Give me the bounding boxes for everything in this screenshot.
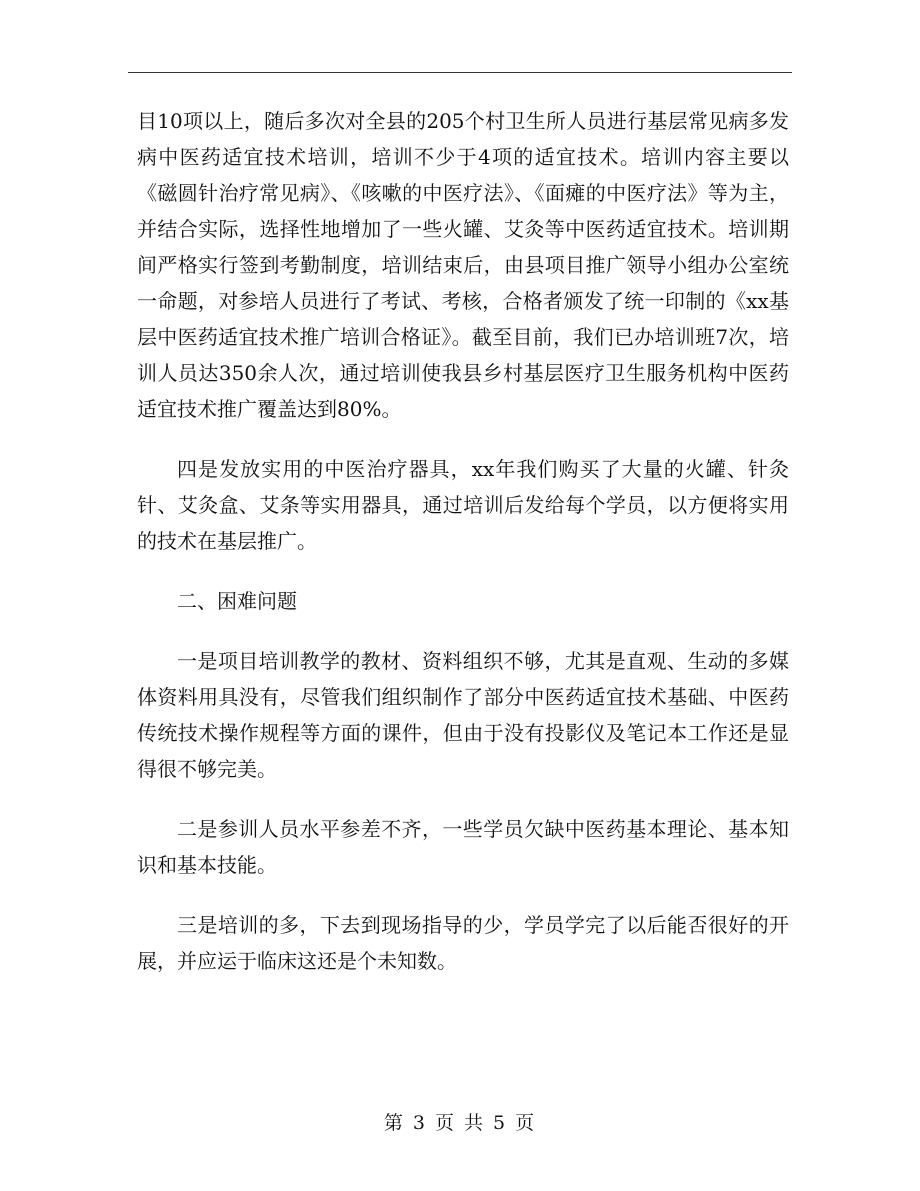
paragraph-difficulty-trainees: 二是参训人员水平参差不齐，一些学员欠缺中医药基本理论、基本知识和基本技能。 [137,817,789,877]
header-divider [128,72,792,73]
paragraph-equipment: 四是发放实用的中医治疗器具，xx年我们购买了大量的火罐、针灸针、艾灸盒、艾条等实用器具，通过培训后发给每个学员，以方便将实用的技术在基层推广。 [137,457,789,553]
paragraph-difficulty-guidance: 三是培训的多，下去到现场指导的少，学员学完了以后能否很好的开展，并应运于临床这还是个未知数。 [137,913,789,973]
page-number: 第 3 页 共 5 页 [383,1112,537,1134]
document-body [137,103,789,1003]
section-heading-difficulties: 二、困难问题 [177,589,297,613]
paragraph-training-details: 目10项以上，随后多次对全县的205个村卫生所人员进行基层常见病多发病中医药适宜技术培训，培训不少于4项的适宜技术。培训内容主要以《磁圆针治疗常见病》、《咳嗽的中医疗法》、《面瘫的中医疗法》等为主，并结合实际，选择性地增加了一些火罐、艾灸等中医药适宜技术。培训期间严格实行签到考勤制度，培训结束后，由县项目推广领导小组办公室统一命题，对参培人员进行了考试、考核，合格者颁发了统一印制的《xx基层中医药适宜技术推广培训合格证》。截至目前，我们已办培训班7次，培训人员达350余人次，通过培训使我县乡村基层医疗卫生服务机构中医药适宜技术推广覆盖达到80%。 [137,109,789,421]
paragraph-difficulty-materials: 一是项目培训教学的教材、资料组织不够，尤其是直观、生动的多媒体资料用具没有，尽管我们组织制作了部分中医药适宜技术基础、中医药传统技术操作规程等方面的课件，但由于没有投影仪及笔记本工作还是显得很不够完美。 [137,649,789,781]
